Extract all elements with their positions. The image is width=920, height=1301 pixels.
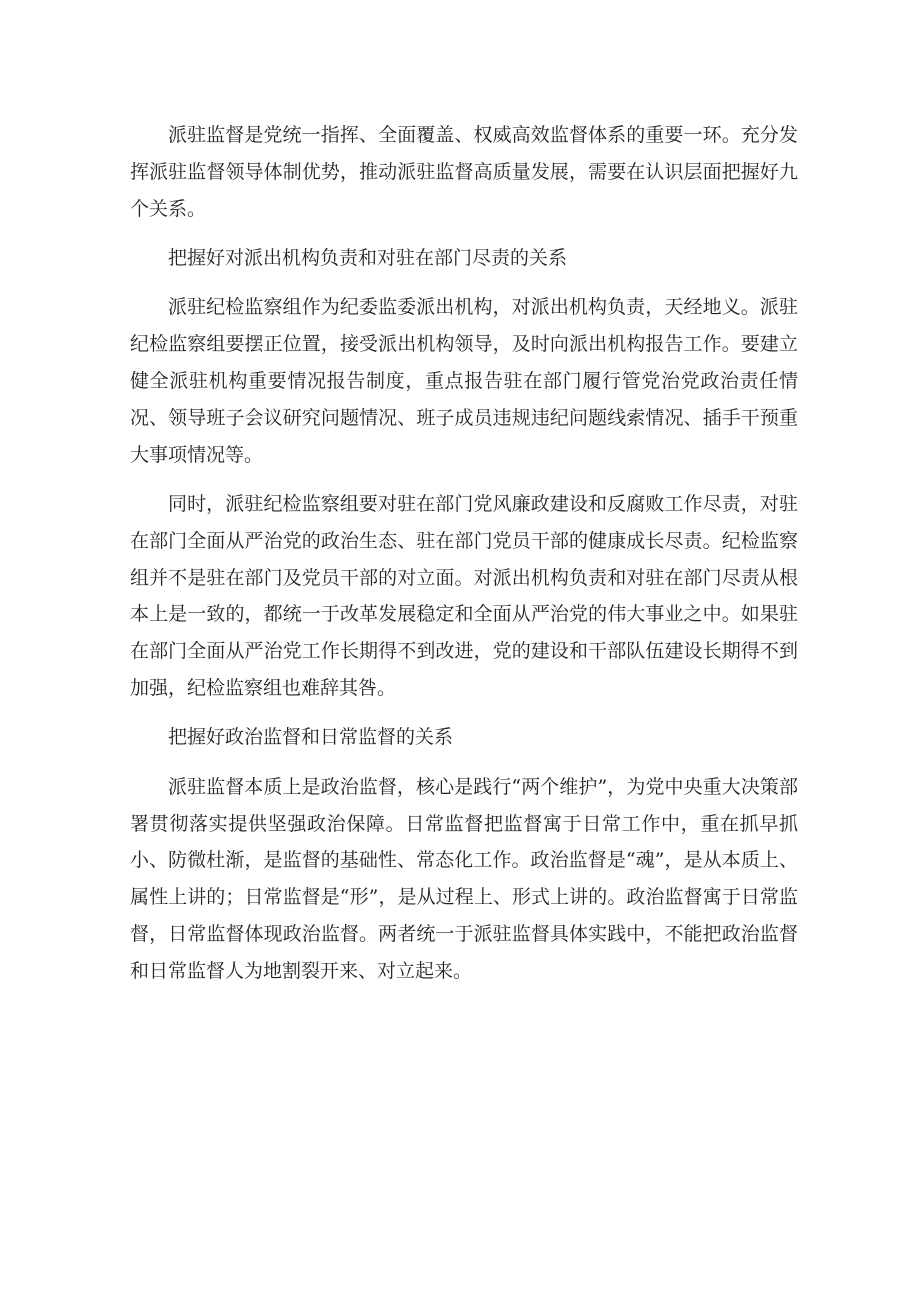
body-paragraph-1: 派驻纪检监察组作为纪委监委派出机构，对派出机构负责，天经地义。派驻纪检监察组要摆正位置，接受派出机构领导，及时向派出机构报告工作。要建立健全派驻机构重要情况报告制度，重点报告驻在部门履行管党治党政治责任情况、领导班子会议研究问题情况、班子成员违规违纪问题线索情况、插手干预重大事项情况等。 (130, 296, 798, 466)
body-paragraph-3: 派驻监督本质上是政治监督，核心是践行“两个维护”，为党中央重大决策部署贯彻落实提供坚强政治保障。日常监督把监督寓于日常工作中，重在抓早抓小、防微杜渐，是监督的基础性、常态化工作。政治监督是“魂”，是从本质上、属性上讲的；日常监督是“形”，是从过程上、形式上讲的。政治监督寓于日常监督，日常监督体现政治监督。两者统一于派驻监督具体实践中，不能把政治监督和日常监督人为地割裂开来、对立起来。 (130, 775, 798, 982)
intro-paragraph: 派驻监督是党统一指挥、全面覆盖、权威高效监督体系的重要一环。充分发挥派驻监督领导体制优势，推动派驻监督高质量发展，需要在认识层面把握好九个关系。 (130, 124, 798, 220)
document-page (130, 117, 798, 1002)
body-paragraph-2: 同时，派驻纪检监察组要对驻在部门党风廉政建设和反腐败工作尽责，对驻在部门全面从严治党的政治生态、驻在部门党员干部的健康成长尽责。纪检监察组并不是驻在部门及党员干部的对立面。对派出机构负责和对驻在部门尽责从根本上是一致的，都统一于改革发展稳定和全面从严治党的伟大事业之中。如果驻在部门全面从严治党工作长期得不到改进，党的建设和干部队伍建设长期得不到加强，纪检监察组也难辞其咎。 (130, 492, 798, 699)
section-heading-2: 把握好政治监督和日常监督的关系 (168, 726, 454, 749)
section-heading-1: 把握好对派出机构负责和对驻在部门尽责的关系 (168, 246, 568, 269)
